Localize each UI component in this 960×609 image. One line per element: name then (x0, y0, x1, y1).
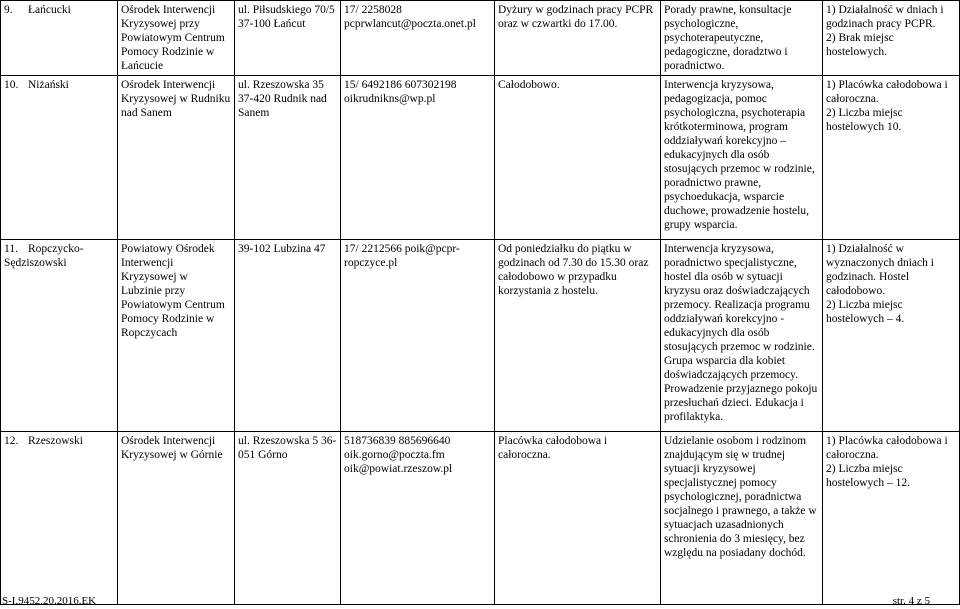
services-scope: Interwencja kryzysowa, poradnictwo specjalistyczne, hostel dla osób w sytuacji kryzysu oraz doświadczających przemocy. Realizacja programu oddziaływań korekcyjno - edukacyjnych dla osób stosujących przemoc w rodzinie. Grupa wsparcia dla kobiet doświadczających przemocy. Prowadzenie przyjaznego pokoju przesłuchań dzieci. Edukacja i profilaktyka. (664, 243, 818, 423)
institution-name-cell (118, 76, 235, 240)
institution-name-cell (118, 1, 235, 76)
contact-cell (341, 76, 495, 240)
institution-name-cell (118, 432, 235, 605)
address-cell (235, 240, 341, 432)
district-cell (1, 240, 118, 432)
table-row (1, 1, 960, 76)
institution-name: Ośrodek Interwencji Kryzysowej przy Powiatowym Centrum Pomocy Rodzinie w Łańcucie (121, 4, 225, 72)
services-scope: Udzielanie osobom i rodzinom znajdującym się w trudnej sytuacji kryzysowej specjalistycznej pomocy psychologicznej, poradnictwa socjalnego i prawnego, a także w sytuacjach uzasadnionych schronienia do 3 miesięcy, bez względu na posiadany dochód. (664, 435, 817, 559)
contact: 518736839 885696640 oik.gorno@poczta.fm oik@powiat.rzeszow.pl (344, 435, 453, 475)
remarks: 1) Działalność w dniach i godzinach pracy PCPR. 2) Brak miejsc hostelowych. (826, 4, 944, 58)
contact: 17/ 2212566 poik@pcpr-ropczyce.pl (344, 243, 460, 269)
address: ul. Rzeszowska 5 36-051 Górno (238, 435, 337, 461)
services-scope: Interwencja kryzysowa, pedagogizacja, pomoc psychologiczna, psychoterapia krótkoterminowa, program oddziaływań korekcyjno – edukacyjnych dla osób stosujących przemoc w rodzinie, poradnictwo prawne, psychoedukacja, wsparcie duchowe, prowadzenie hostelu, grupy wsparcia. (664, 79, 815, 231)
remarks: 1) Działalność w wyznaczonych dniach i godzinach. Hostel całodobowo. 2) Liczba miejsc hostelowych – 4. (826, 243, 934, 325)
opening-hours-cell (495, 76, 661, 240)
district-cell (1, 76, 118, 240)
opening-hours: Placówka całodobowa i całoroczna. (498, 435, 608, 461)
district-name: Niżański (28, 79, 69, 91)
services-scope-cell (661, 76, 823, 240)
contact-cell (341, 1, 495, 76)
address: ul. Rzeszowska 35 37-420 Rudnik nad Sanem (238, 79, 327, 119)
institution-name: Powiatowy Ośrodek Interwencji Kryzysowej w Lubzinie przy Powiatowym Centrum Pomocy Rodzinie w Ropczycach (121, 243, 225, 339)
address: ul. Piłsudskiego 70/5 37-100 Łańcut (238, 4, 335, 30)
district-name: Rzeszowski (28, 435, 83, 447)
district-name: Ropczycko-Sędziszowski (4, 243, 84, 269)
table-row (1, 76, 960, 240)
table-row (1, 432, 960, 605)
opening-hours-cell (495, 432, 661, 605)
address: 39-102 Lubzina 47 (238, 243, 326, 255)
contact-cell (341, 432, 495, 605)
institution-name: Ośrodek Interwencji Kryzysowej w Górnie (121, 435, 223, 461)
opening-hours: Od poniedziałku do piątku w godzinach od 7.30 do 15.30 oraz całodobowo w przypadku korzystania z hostelu. (498, 243, 649, 297)
services-scope-cell (661, 432, 823, 605)
district-cell (1, 432, 118, 605)
row-number: 12. (4, 435, 19, 447)
row-number: 10. (4, 79, 19, 91)
remarks-cell (823, 1, 960, 76)
remarks-cell (823, 240, 960, 432)
remarks-cell (823, 432, 960, 605)
district-cell (1, 1, 118, 76)
address-cell (235, 432, 341, 605)
row-number: 9. (4, 4, 13, 16)
district-name: Łańcucki (28, 4, 71, 16)
document-reference: S-I.9452.20.2016.EK (2, 595, 97, 607)
services-scope-cell (661, 1, 823, 76)
address-cell (235, 76, 341, 240)
remarks-cell (823, 76, 960, 240)
table-row (1, 240, 960, 432)
services-scope: Porady prawne, konsultacje psychologiczne, psychoterapeutyczne, pedagogiczne, doradztwo i poradnictwo. (664, 4, 792, 72)
services-scope-cell (661, 240, 823, 432)
page-number: str. 4 z 5 (892, 595, 930, 607)
row-number: 11. (4, 243, 18, 255)
page-footer (0, 595, 960, 609)
address-cell (235, 1, 341, 76)
opening-hours: Dyżury w godzinach pracy PCPR oraz w czwartki do 17.00. (498, 4, 654, 30)
contact: 15/ 6492186 607302198 oikrudnikns@wp.pl (344, 79, 457, 105)
opening-hours-cell (495, 240, 661, 432)
opening-hours: Całodobowo. (498, 79, 560, 91)
remarks: 1) Placówka całodobowa i całoroczna. 2) Liczba miejsc hostelowych 10. (826, 79, 948, 133)
institution-name-cell (118, 240, 235, 432)
contact-cell (341, 240, 495, 432)
institution-name: Ośrodek Interwencji Kryzysowej w Rudniku nad Sanem (121, 79, 231, 119)
opening-hours-cell (495, 1, 661, 76)
contact: 17/ 2258028 pcprwlancut@poczta.onet.pl (344, 4, 476, 30)
remarks: 1) Placówka całodobowa i całoroczna. 2) Liczba miejsc hostelowych – 12. (826, 435, 948, 489)
